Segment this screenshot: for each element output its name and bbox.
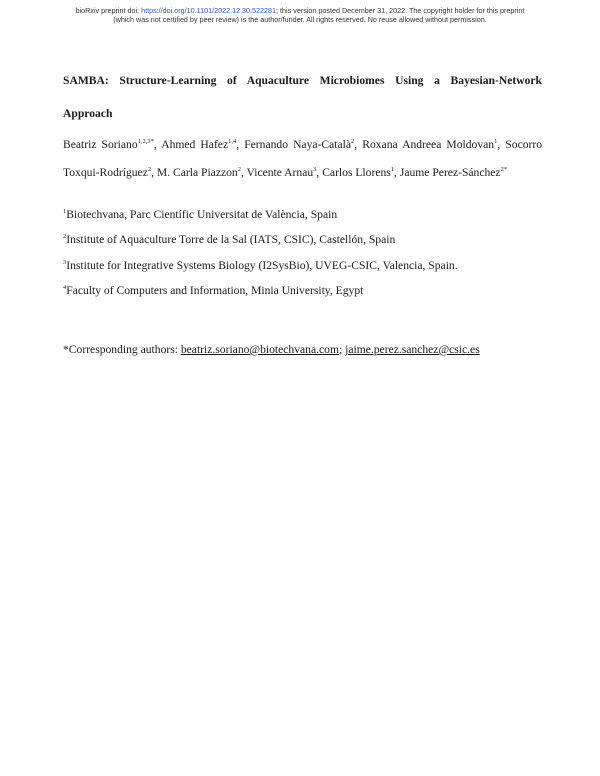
paper-title bbox=[63, 64, 542, 130]
author-affil-sup: 1,2,3* bbox=[137, 138, 154, 145]
affiliation-number: 2 bbox=[63, 233, 67, 241]
affiliation-text: Faculty of Computers and Information, Minia University, Egypt bbox=[66, 283, 364, 297]
affiliation-item bbox=[63, 278, 542, 303]
author-affil-sup: 3 bbox=[313, 166, 317, 173]
affiliation-item bbox=[63, 227, 542, 252]
author-name: Beatriz Soriano bbox=[63, 138, 138, 151]
corresponding-authors bbox=[63, 342, 480, 358]
email-link-perez-sanchez[interactable]: jaime.perez.sanchez@csic.es bbox=[345, 343, 480, 356]
doi-link[interactable]: https://doi.org/10.1101/2022.12.30.522281 bbox=[141, 6, 277, 15]
email-separator: ; bbox=[338, 343, 346, 356]
author-affil-sup: 2 bbox=[237, 166, 241, 173]
author-sep: , bbox=[316, 166, 323, 179]
header-suffix: ; this version posted December 31, 2022. The copyright holder for this preprint bbox=[276, 6, 525, 15]
header-prefix: bioRxiv preprint doi: bbox=[75, 6, 142, 15]
author-sep: , bbox=[497, 138, 506, 151]
author-sep: , bbox=[354, 138, 363, 151]
title-line-2: Approach bbox=[63, 107, 113, 120]
affiliation-text: Biotechvana, Parc Científic Universitat de València, Spain bbox=[66, 208, 338, 221]
affiliation-item bbox=[63, 202, 542, 227]
author-affil-sup: 2 bbox=[147, 166, 152, 173]
author-affil-sup: 1 bbox=[390, 166, 395, 173]
affiliation-number: 4 bbox=[63, 283, 67, 291]
email-link-soriano[interactable]: beatriz.soriano@biotechvana.com bbox=[180, 343, 339, 356]
author-list bbox=[63, 131, 542, 187]
author-affil-sup: 2 bbox=[351, 138, 355, 145]
affiliation-text: Institute of Aquaculture Torre de la Sal (IATS, CSIC), Castellón, Spain bbox=[66, 233, 396, 247]
affiliation-text: Institute for Integrative Systems Biology (I2SysBio), UVEG-CSIC, Valencia, Spain. bbox=[66, 258, 458, 272]
author-name: Ahmed Hafez bbox=[161, 138, 229, 151]
affiliation-number: 1 bbox=[63, 208, 67, 215]
author-affil-sup: 1,4 bbox=[228, 138, 237, 145]
author-name: Carlos Llorens bbox=[322, 166, 391, 179]
author-sep: , bbox=[236, 138, 245, 151]
title-line-1: SAMBA: Structure-Learning of Aquaculture Microbiomes Using a Bayesian-Network bbox=[63, 74, 542, 87]
author-name: Socorro bbox=[505, 138, 543, 151]
author-name: M. Carla Piazzon bbox=[156, 166, 238, 179]
author-sep: , bbox=[394, 166, 400, 179]
author-sep: , bbox=[153, 138, 162, 151]
author-line-2 bbox=[63, 159, 542, 187]
author-sep: , bbox=[151, 166, 157, 179]
author-name: Roxana Andreea Moldovan bbox=[362, 138, 495, 151]
preprint-header-line1 bbox=[0, 6, 600, 15]
preprint-header bbox=[0, 6, 600, 24]
affiliation-item bbox=[63, 253, 542, 278]
author-name: Toxqui-Rodríguez bbox=[63, 166, 148, 179]
author-name: Vicente Arnau bbox=[246, 166, 314, 179]
author-affil-sup: 1 bbox=[494, 138, 498, 145]
preprint-header-line2: (which was not certified by peer review) is the author/funder. All rights reserved. No reuse allowed without permission. bbox=[113, 15, 487, 24]
affiliation-number: 3 bbox=[63, 258, 67, 266]
affiliation-list bbox=[63, 202, 542, 303]
author-line-1 bbox=[63, 131, 542, 159]
author-name: Jaume Perez-Sánchez bbox=[399, 166, 501, 179]
author-name: Fernando Naya-Català bbox=[244, 138, 351, 151]
author-sep: , bbox=[240, 166, 247, 179]
author-affil-sup: 2* bbox=[500, 166, 508, 173]
corresponding-label: *Corresponding authors: bbox=[63, 343, 181, 356]
